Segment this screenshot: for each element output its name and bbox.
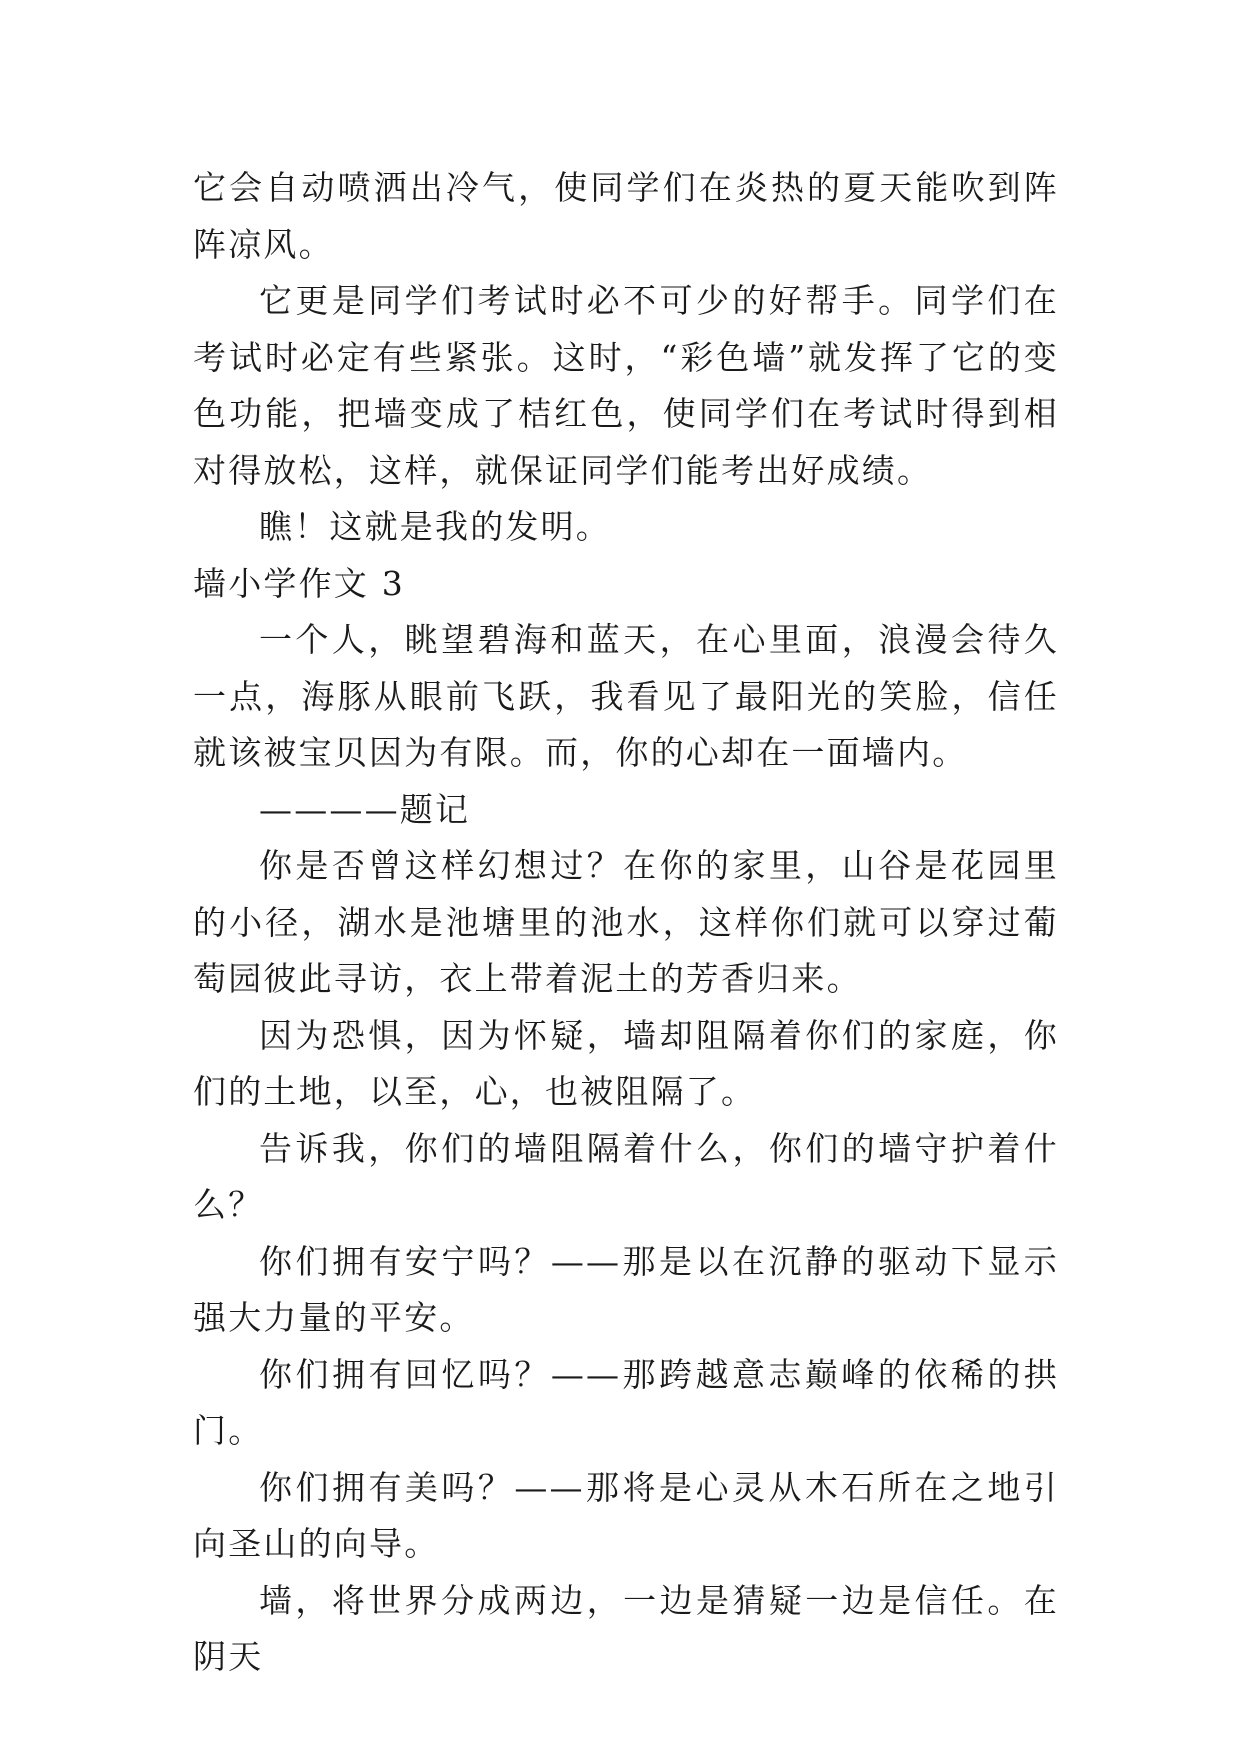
paragraph-8: 因为恐惧，因为怀疑，墙却阻隔着你们的家庭，你们的土地，以至，心，也被阻隔了。 bbox=[193, 1015, 1059, 1111]
paragraph-7: 你是否曾这样幻想过？在你的家里，山谷是花园里的小径，湖水是池塘里的池水，这样你们就可以穿过葡萄园彼此寻访，衣上带着泥土的芳香归来。 bbox=[193, 846, 1059, 998]
paragraph-9: 告诉我，你们的墙阻隔着什么，你们的墙守护着什么？ bbox=[193, 1128, 1059, 1224]
paragraph-2: 它更是同学们考试时必不可少的好帮手。同学们在考试时必定有些紧张。这时，“彩色墙”就发挥了它的变色功能，把墙变成了桔红色，使同学们在考试时得到相对得放松，这样，就保证同学们能考出好成绩。 bbox=[193, 281, 1059, 490]
paragraph-12: 你们拥有美吗？——那将是心灵从木石所在之地引向圣山的向导。 bbox=[193, 1467, 1059, 1563]
paragraph-3: 瞧！这就是我的发明。 bbox=[259, 507, 611, 546]
paragraph-11: 你们拥有回忆吗？——那跨越意志巅峰的依稀的拱门。 bbox=[193, 1354, 1059, 1450]
section-heading: 墙小学作文 3 bbox=[193, 563, 405, 603]
paragraph-1: 它会自动喷洒出冷气，使同学们在炎热的夏天能吹到阵阵凉风。 bbox=[193, 168, 1059, 264]
document-body bbox=[193, 160, 1059, 1686]
paragraph-13: 墙，将世界分成两边，一边是猜疑一边是信任。在阴天 bbox=[193, 1580, 1059, 1676]
paragraph-5: 一个人，眺望碧海和蓝天，在心里面，浪漫会待久一点，海豚从眼前飞跃，我看见了最阳光的笑脸，信任就该被宝贝因为有限。而，你的心却在一面墙内。 bbox=[193, 620, 1059, 772]
paragraph-10: 你们拥有安宁吗？——那是以在沉静的驱动下显示强大力量的平安。 bbox=[193, 1241, 1059, 1337]
epigraph-attribution: ————题记 bbox=[259, 789, 471, 829]
